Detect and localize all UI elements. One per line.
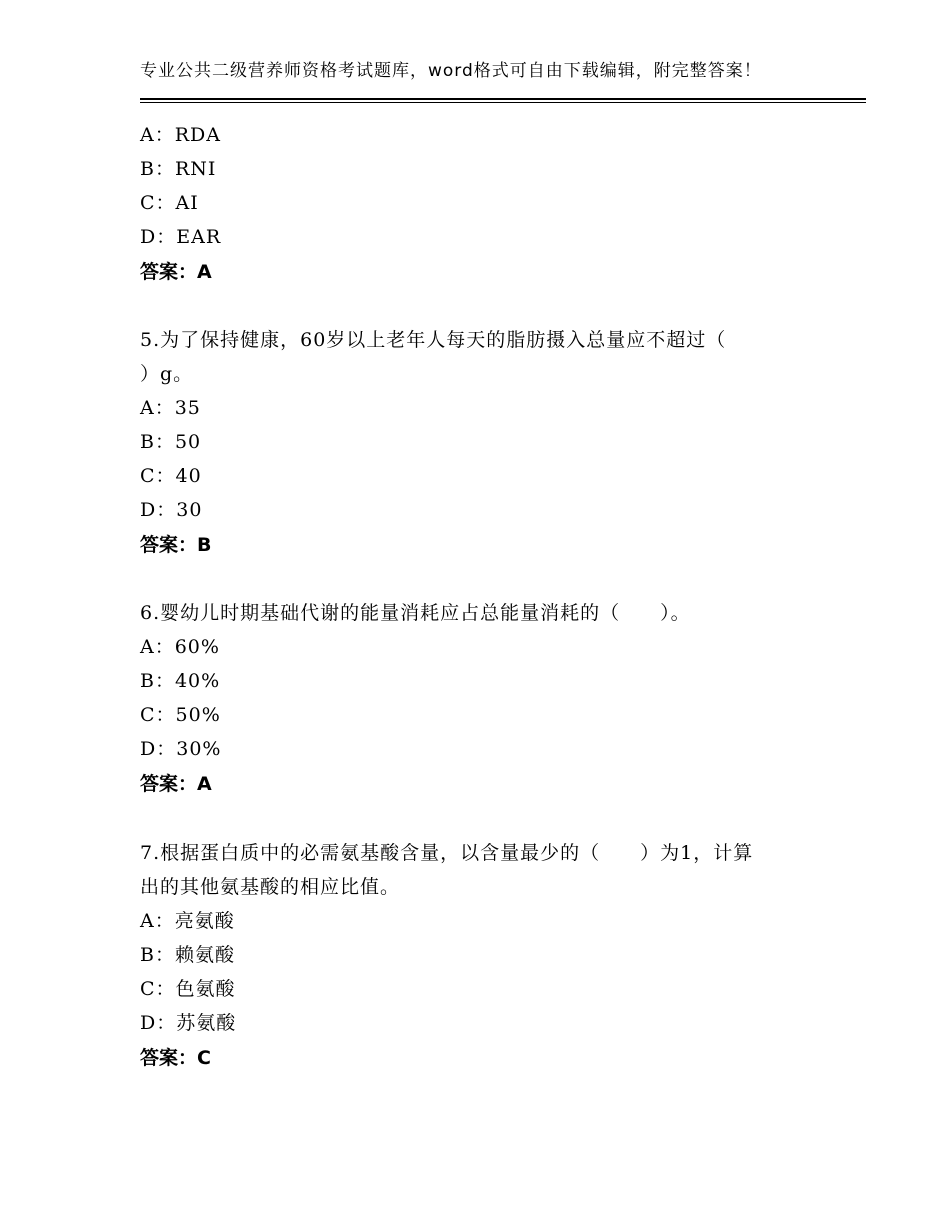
question-stem-continued: 出的其他氨基酸的相应比值。 [140, 876, 401, 898]
option-a: A：60% [140, 636, 220, 658]
option-d: D：苏氨酸 [140, 1012, 237, 1034]
option-d: D：30% [140, 738, 222, 760]
option-a: A：亮氨酸 [140, 910, 235, 932]
answer: 答案：A [140, 261, 212, 283]
option-a: A：RDA [140, 124, 221, 146]
answer: 答案：B [140, 534, 212, 556]
option-c: C：色氨酸 [140, 978, 236, 1000]
question-stem-continued: ）g。 [140, 363, 194, 385]
option-b: B：50 [140, 431, 202, 453]
option-c: C：40 [140, 465, 202, 487]
header-rule-thick [140, 98, 866, 100]
option-b: B：赖氨酸 [140, 944, 235, 966]
answer: 答案：A [140, 773, 212, 795]
option-b: B：40% [140, 670, 221, 692]
option-b: B：RNI [140, 158, 217, 180]
question-stem: 5.为了保持健康，60岁以上老年人每天的脂肪摄入总量应不超过（ [140, 329, 727, 351]
answer: 答案：C [140, 1047, 211, 1069]
header-rule-thin [140, 102, 866, 103]
option-d: D：EAR [140, 226, 222, 248]
option-c: C：50% [140, 704, 221, 726]
option-c: C：AI [140, 192, 199, 214]
option-a: A：35 [140, 397, 201, 419]
question-stem: 6.婴幼儿时期基础代谢的能量消耗应占总能量消耗的（ ）。 [140, 602, 691, 624]
option-d: D：30 [140, 499, 203, 521]
question-stem: 7.根据蛋白质中的必需氨基酸含量，以含量最少的（ ）为1，计算 [140, 842, 754, 864]
header-title: 专业公共二级营养师资格考试题库，word格式可自由下载编辑，附完整答案！ [140, 61, 762, 81]
